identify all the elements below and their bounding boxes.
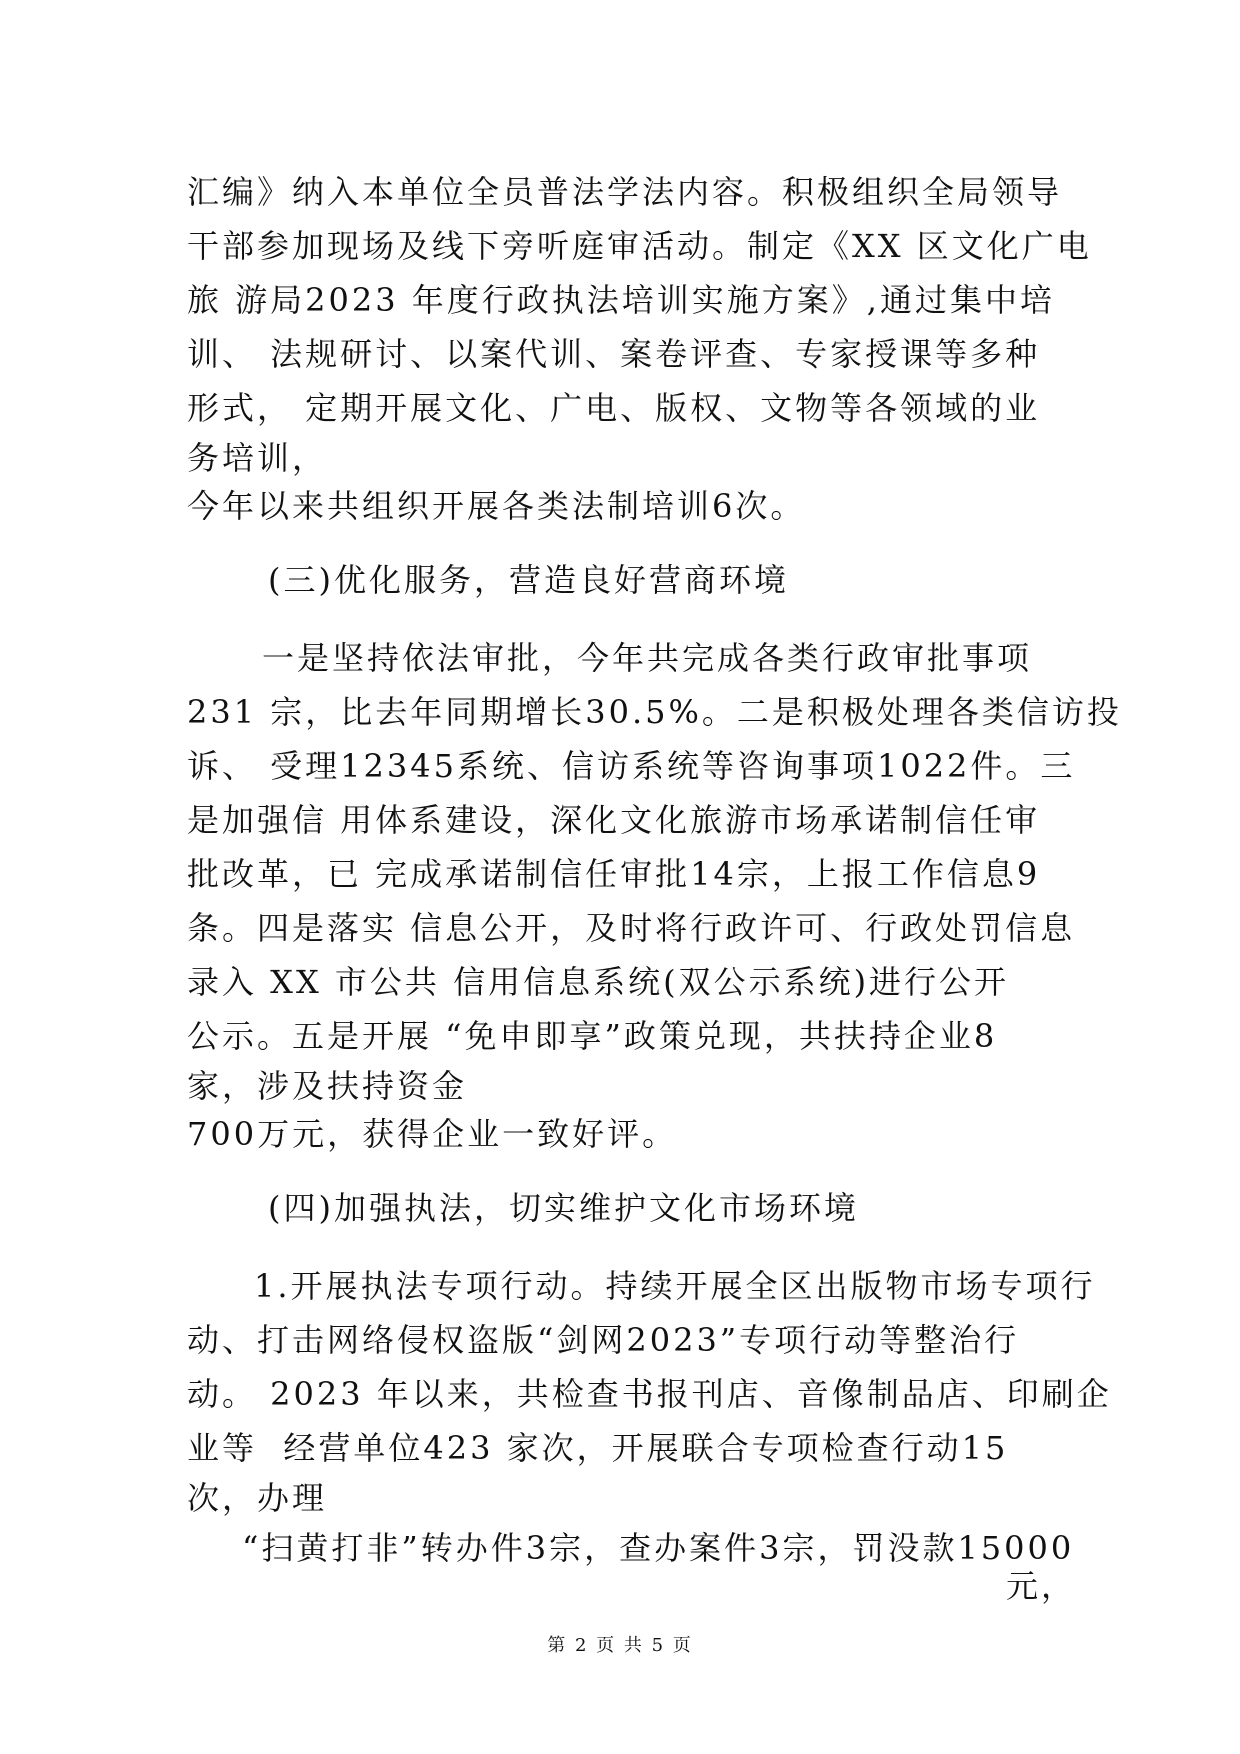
paragraph-2-line-3: 诉、 受理12345系统、信访系统等咨询事项1022件。三	[187, 747, 1076, 785]
paragraph-1-line-2: 干部参加现场及线下旁听庭审活动。制定《XX 区文化广电	[187, 227, 1092, 265]
paragraph-3-line-7: 元，	[1006, 1567, 1077, 1605]
paragraph-2-line-6: 条。四是落实 信息公开，及时将行政许可、行政处罚信息	[187, 909, 1076, 947]
paragraph-3-line-5: 次，办理	[187, 1479, 328, 1517]
paragraph-3-line-4: 业等 经营单位423 家次，开展联合专项检查行动15	[187, 1429, 1009, 1467]
paragraph-2-line-5: 批改革，已 完成承诺制信任审批14宗，上报工作信息9	[187, 855, 1041, 893]
paragraph-3-line-2: 动、打击网络侵权盗版“剑网2023”专项行动等整治行	[187, 1321, 1020, 1359]
paragraph-1-line-6: 务培训，	[187, 439, 328, 477]
paragraph-2-line-4: 是加强信 用体系建设，深化文化旅游市场承诺制信任审	[187, 801, 1041, 839]
paragraph-2-line-1: 一是坚持依法审批，今年共完成各类行政审批事项	[262, 639, 1033, 677]
paragraph-1-line-4: 训、 法规研讨、以案代训、案卷评查、专家授课等多种	[187, 335, 1041, 373]
paragraph-2-line-10: 700万元，获得企业一致好评。	[187, 1115, 678, 1153]
paragraph-1-line-5: 形式， 定期开展文化、广电、版权、文物等各领域的业	[187, 389, 1041, 427]
paragraph-1-line-1: 汇编》纳入本单位全员普法学法内容。积极组织全局领导	[187, 173, 1063, 211]
paragraph-1-line-3: 旅 游局2023 年度行政执法培训实施方案》,通过集中培	[187, 281, 1055, 319]
paragraph-1-line-7: 今年以来共组织开展各类法制培训6次。	[187, 487, 806, 525]
paragraph-3-line-1: 1.开展执法专项行动。持续开展全区出版物市场专项行	[254, 1267, 1096, 1305]
page-number-footer: 第 2 页 共 5 页	[547, 1635, 693, 1656]
section-heading-4: (四)加强执法，切实维护文化市场环境	[268, 1189, 859, 1227]
paragraph-3-line-6: “扫黄打非”转办件3宗，查办案件3宗，罚没款15000	[242, 1529, 1075, 1567]
paragraph-2-line-7: 录入 XX 市公共 信用信息系统(双公示系统)进行公开	[187, 963, 1010, 1001]
section-heading-3: (三)优化服务，营造良好营商环境	[268, 561, 789, 599]
paragraph-3-line-3: 动。 2023 年以来，共检查书报刊店、音像制品店、印刷企	[187, 1375, 1112, 1413]
paragraph-2-line-2: 231 宗，比去年同期增长30.5%。二是积极处理各类信访投	[187, 693, 1122, 731]
paragraph-2-line-8: 公示。五是开展 “免申即享”政策兑现，共扶持企业8	[187, 1017, 998, 1055]
paragraph-2-line-9: 家，涉及扶持资金	[187, 1067, 468, 1105]
